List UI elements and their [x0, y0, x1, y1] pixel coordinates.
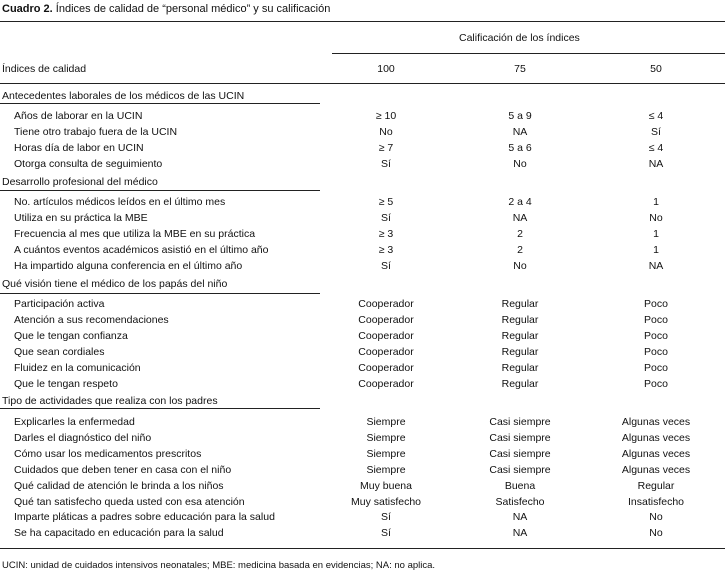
cell-value: 2 a 4 — [508, 196, 532, 208]
row-label: Fluidez en la comunicación — [14, 362, 141, 374]
caption-text: Índices de calidad de “personal médico” y su calificación — [55, 3, 331, 15]
cell-value: Regular — [501, 330, 539, 342]
cell-value: ≤ 4 — [648, 110, 664, 122]
row-label: Se ha capacitado en educación para la salud — [14, 527, 224, 539]
cell-value: Algunas veces — [621, 464, 691, 476]
cell-value: Regular — [501, 378, 539, 390]
cell-value: NA — [648, 260, 664, 272]
bottom-rule — [0, 548, 725, 549]
cell-value: Sí — [381, 260, 391, 272]
cell-value: ≥ 3 — [378, 228, 394, 240]
cell-value: Regular — [501, 298, 539, 310]
cell-value: 1 — [653, 228, 659, 240]
cell-value: Regular — [501, 362, 539, 374]
cell-value: NA — [648, 158, 664, 170]
row-label: Horas día de labor en UCIN — [14, 142, 144, 154]
section-rule — [0, 190, 320, 191]
table-footnote: UCIN: unidad de cuidados intensivos neonatales; MBE: medicina basada en evidencias; NA: no aplica. — [2, 560, 436, 571]
cell-value: Cooperador — [358, 346, 414, 358]
row-label: Participación activa — [14, 298, 105, 310]
cell-value: No — [649, 511, 663, 523]
row-label: Años de laborar en la UCIN — [14, 110, 143, 122]
row-label: A cuántos eventos académicos asistió en el último año — [14, 244, 269, 256]
section-rule — [0, 408, 320, 409]
cell-value: Siempre — [366, 464, 406, 476]
cell-value: 1 — [653, 244, 659, 256]
cell-value: Sí — [381, 212, 391, 224]
cell-value: Regular — [501, 346, 539, 358]
section-rule — [0, 293, 320, 294]
row-label: Explicarles la enfermedad — [14, 416, 135, 428]
cell-value: 2 — [517, 228, 523, 240]
caption-number: Cuadro 2. — [2, 3, 53, 15]
cell-value: NA — [512, 126, 528, 138]
cell-value: NA — [512, 527, 528, 539]
cell-value: Sí — [381, 158, 391, 170]
column-header-50: 50 — [650, 63, 662, 75]
cell-value: Sí — [651, 126, 661, 138]
cell-value: 5 a 9 — [508, 110, 532, 122]
cell-value: ≥ 5 — [378, 196, 394, 208]
cell-value: No — [513, 260, 527, 272]
cell-value: Regular — [501, 314, 539, 326]
cell-value: Algunas veces — [621, 432, 691, 444]
cell-value: Poco — [644, 298, 668, 310]
row-label: Qué calidad de atención le brinda a los niños — [14, 480, 224, 492]
column-header-100: 100 — [377, 63, 395, 75]
cell-value: Poco — [644, 314, 668, 326]
top-rule — [0, 21, 725, 22]
cell-value: ≥ 3 — [378, 244, 394, 256]
cell-value: Insatisfecho — [627, 496, 685, 508]
row-label: Ha impartido alguna conferencia en el último año — [14, 260, 243, 272]
table-caption — [2, 3, 330, 15]
row-label: No. artículos médicos leídos en el último mes — [14, 196, 226, 208]
row-label: Tiene otro trabajo fuera de la UCIN — [14, 126, 178, 138]
cell-value: Algunas veces — [621, 448, 691, 460]
cell-value: 2 — [517, 244, 523, 256]
cell-value: Casi siempre — [489, 416, 551, 428]
cell-value: Casi siempre — [489, 448, 551, 460]
cell-value: Cooperador — [358, 314, 414, 326]
cell-value: Casi siempre — [489, 464, 551, 476]
row-label: Que sean cordiales — [14, 346, 105, 358]
row-header: Índices de calidad — [2, 63, 87, 75]
cell-value: ≤ 4 — [648, 142, 664, 154]
cell-value: Cooperador — [358, 362, 414, 374]
cell-value: No — [649, 527, 663, 539]
section-title: Antecedentes laborales de los médicos de las UCIN — [2, 90, 245, 102]
section-rule — [0, 103, 320, 104]
cell-value: ≥ 7 — [378, 142, 394, 154]
section-title: Tipo de actividades que realiza con los padres — [2, 395, 218, 407]
column-header-75: 75 — [514, 63, 526, 75]
section-title: Desarrollo profesional del médico — [2, 176, 158, 188]
column-group-rule — [332, 53, 725, 54]
row-label: Frecuencia al mes que utiliza la MBE en su práctica — [14, 228, 256, 240]
header-rule — [0, 83, 725, 84]
cell-value: Sí — [381, 511, 391, 523]
cell-value: Poco — [644, 330, 668, 342]
cell-value: Sí — [381, 527, 391, 539]
cell-value: Buena — [504, 480, 536, 492]
cell-value: Cooperador — [358, 378, 414, 390]
row-label: Cuidados que deben tener en casa con el niño — [14, 464, 232, 476]
cell-value: Cooperador — [358, 298, 414, 310]
cell-value: Muy buena — [360, 480, 412, 492]
row-label: Que le tengan confianza — [14, 330, 128, 342]
row-label: Que le tengan respeto — [14, 378, 118, 390]
cell-value: Poco — [644, 362, 668, 374]
cell-value: Poco — [644, 346, 668, 358]
section-title: Qué visión tiene el médico de los papás del niño — [2, 278, 228, 290]
cell-value: Poco — [644, 378, 668, 390]
cell-value: Cooperador — [358, 330, 414, 342]
cell-value: ≥ 10 — [375, 110, 397, 122]
cell-value: NA — [512, 212, 528, 224]
cell-value: Regular — [637, 480, 675, 492]
cell-value: Algunas veces — [621, 416, 691, 428]
cell-value: 1 — [653, 196, 659, 208]
cell-value: No — [513, 158, 527, 170]
row-label: Utiliza en su práctica la MBE — [14, 212, 148, 224]
cell-value: Siempre — [366, 448, 406, 460]
cell-value: Casi siempre — [489, 432, 551, 444]
row-label: Darles el diagnóstico del niño — [14, 432, 152, 444]
column-group-header: Calificación de los índices — [459, 32, 580, 44]
row-label: Imparte pláticas a padres sobre educación para la salud — [14, 511, 275, 523]
cell-value: Siempre — [366, 416, 406, 428]
row-label: Otorga consulta de seguimiento — [14, 158, 163, 170]
cell-value: No — [379, 126, 393, 138]
row-label: Atención a sus recomendaciones — [14, 314, 169, 326]
row-label: Cómo usar los medicamentos prescritos — [14, 448, 202, 460]
cell-value: Muy satisfecho — [350, 496, 422, 508]
cell-value: 5 a 6 — [508, 142, 532, 154]
cell-value: No — [649, 212, 663, 224]
row-label: Qué tan satisfecho queda usted con esa atención — [14, 496, 245, 508]
cell-value: Siempre — [366, 432, 406, 444]
cell-value: Satisfecho — [495, 496, 545, 508]
cell-value: NA — [512, 511, 528, 523]
